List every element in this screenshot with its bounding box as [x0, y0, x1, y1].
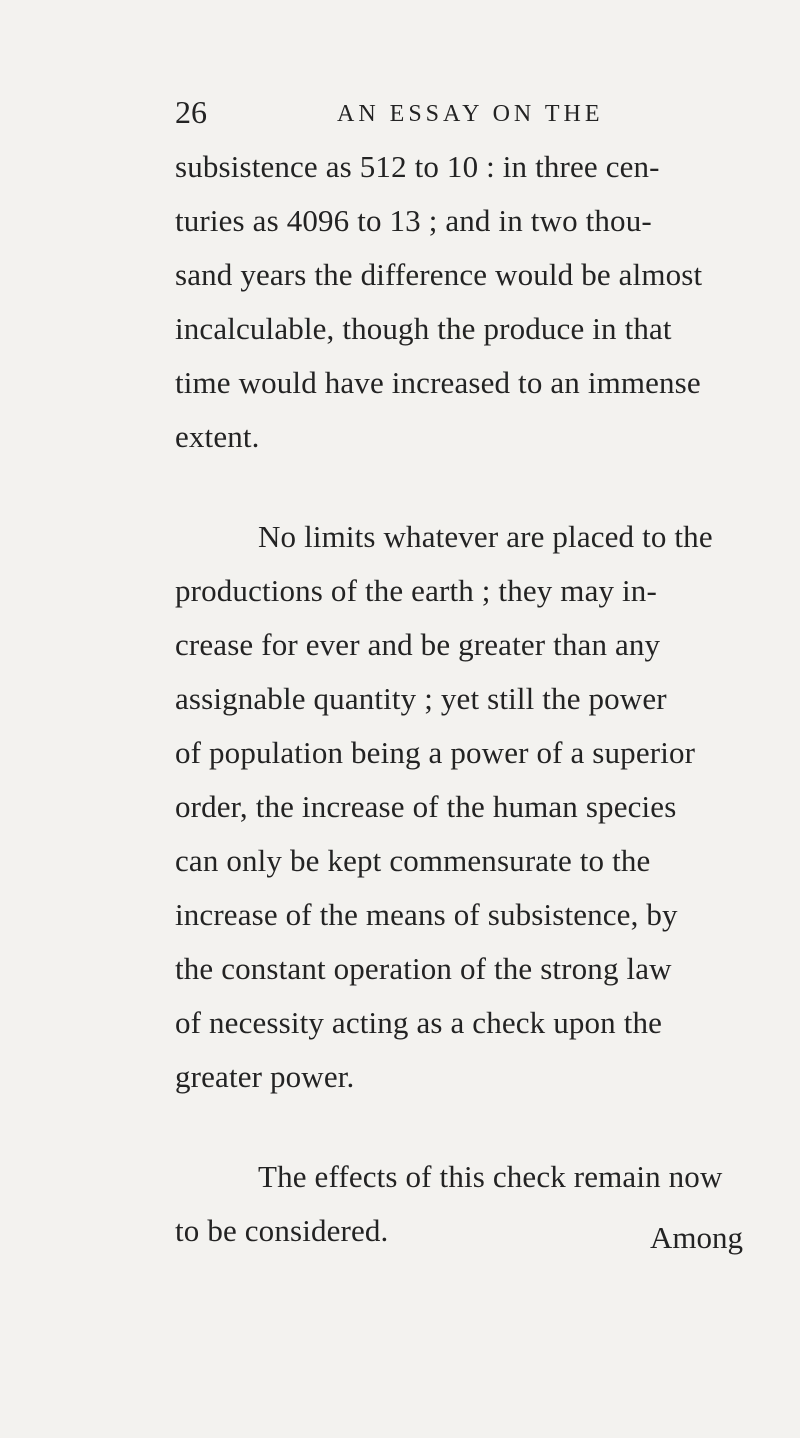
- catchword: Among: [650, 1220, 743, 1255]
- text-line: subsistence as 512 to 10 : in three cen-: [175, 149, 660, 184]
- text-line: The effects of this check remain now: [258, 1159, 723, 1194]
- text-line: incalculable, though the produce in that: [175, 311, 672, 346]
- paragraph-2: [175, 510, 745, 1104]
- text-line: greater power.: [175, 1059, 355, 1094]
- page-number: 26: [175, 94, 207, 130]
- text-line: crease for ever and be greater than any: [175, 627, 661, 662]
- text-line: the constant operation of the strong law: [175, 951, 672, 986]
- body-text: [175, 140, 745, 1258]
- running-title: AN ESSAY ON THE: [337, 101, 604, 127]
- text-line: extent.: [175, 419, 260, 454]
- text-line: productions of the earth ; they may in-: [175, 573, 657, 608]
- text-line: of population being a power of a superior: [175, 735, 696, 770]
- text-line: increase of the means of subsistence, by: [175, 897, 678, 932]
- text-line: can only be kept commensurate to the: [175, 843, 651, 878]
- text-line: to be considered.: [175, 1213, 389, 1248]
- running-head: [175, 92, 745, 132]
- text-line: No limits whatever are placed to the: [258, 519, 713, 554]
- text-line: time would have increased to an immense: [175, 365, 701, 400]
- text-line: order, the increase of the human species: [175, 789, 677, 824]
- text-line: sand years the difference would be almost: [175, 257, 703, 292]
- paragraph-spacer: [175, 1104, 745, 1150]
- text-line: assignable quantity ; yet still the power: [175, 681, 667, 716]
- paragraph-spacer: [175, 464, 745, 510]
- text-line: turies as 4096 to 13 ; and in two thou-: [175, 203, 652, 238]
- text-line: of necessity acting as a check upon the: [175, 1005, 663, 1040]
- paragraph-1: [175, 140, 745, 464]
